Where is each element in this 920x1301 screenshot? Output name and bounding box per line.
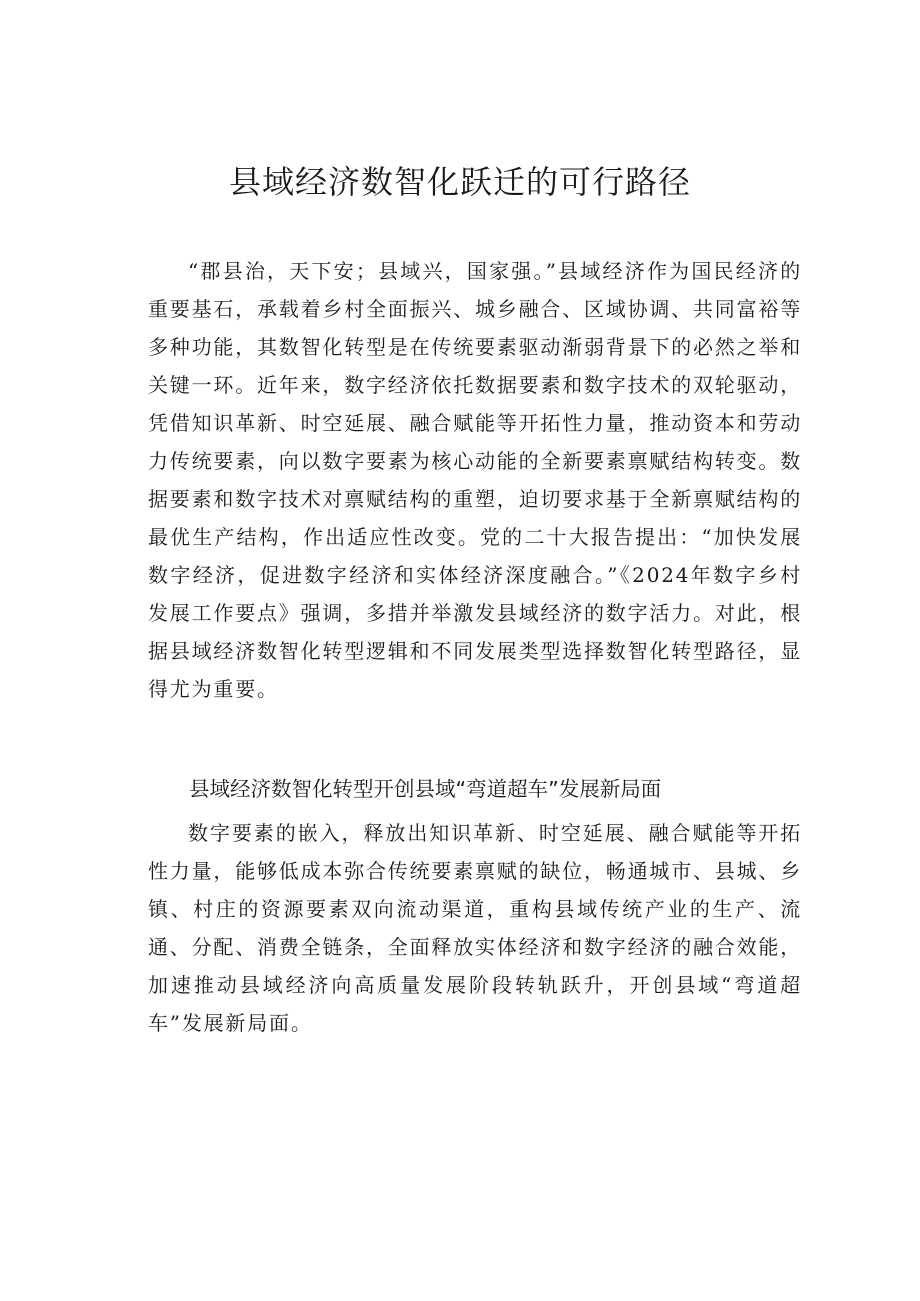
section-paragraph: 数字要素的嵌入，释放出知识革新、时空延展、融合赋能等开拓性力量，能够低成本弥合传统要素禀赋的缺位，畅通城市、县城、乡镇、村庄的资源要素双向流动渠道，重构县域传统产业的生产、流通、分配、消费全链条，全面释放实体经济和数字经济的融合效能，加速推动县域经济向高质量发展阶段转轨跃升，开创县域“弯道超车”发展新局面。 [148, 821, 802, 1035]
intro-paragraph: “郡县治，天下安；县域兴，国家强。”县域经济作为国民经济的重要基石，承载着乡村全面振兴、城乡融合、区域协调、共同富裕等多种功能，其数智化转型是在传统要素驱动渐弱背景下的必然之举和关键一环。近年来，数字经济依托数据要素和数字技术的双轮驱动，凭借知识革新、时空延展、融合赋能等开拓性力量，推动资本和劳动力传统要素，向以数字要素为核心动能的全新要素禀赋结构转变。数据要素和数字技术对禀赋结构的重塑，迫切要求基于全新禀赋结构的最优生产结构，作出适应性改变。党的二十大报告提出：“加快发展数字经济，促进数字经济和实体经济深度融合。”《2024年数字乡村发展工作要点》强调，多措并举激发县域经济的数字活力。对此，根据县域经济数智化转型逻辑和不同发展类型选择数智化转型路径，显得尤为重要。 [148, 259, 802, 701]
section-heading: 县域经济数智化转型开创县域“弯道超车”发展新局面 [189, 777, 662, 801]
document-title: 县域经济数智化跃迁的可行路径 [228, 163, 691, 201]
